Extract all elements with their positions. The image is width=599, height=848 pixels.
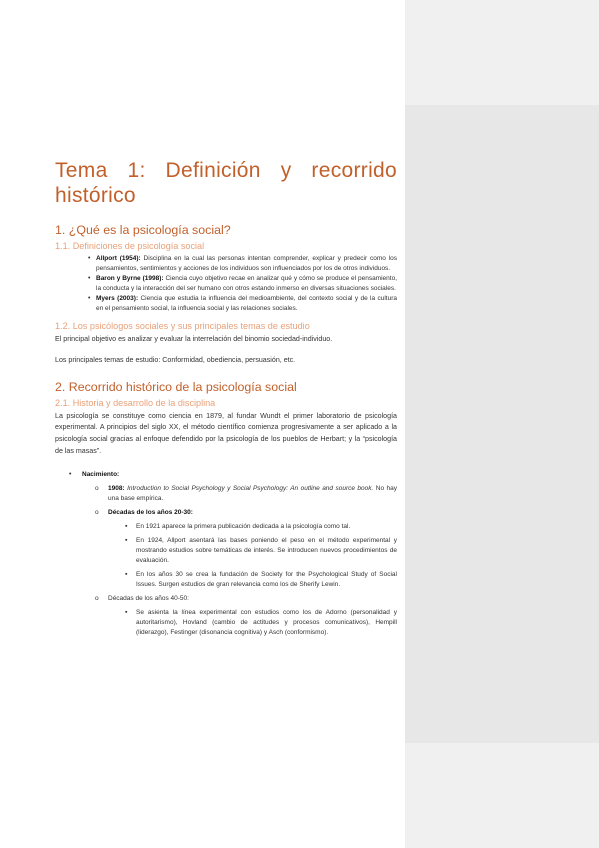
list-item — [55, 294, 397, 314]
bullet-marker: ▪ — [125, 570, 128, 578]
paragraph: Los principales temas de estudio: Conformidad, obediencia, persuasión, etc. — [55, 355, 296, 364]
paragraph: La psicología se constituye como ciencia en 1879, al fundar Wundt el primer laboratorio de psicología experimental. A principios del siglo XX, el método científico comienza progresivamente a ser aplicado a la psicología social gracias al enfoque defendido por la psicología de los pueblos de Herbart; y la “psicología de las masas”. — [55, 411, 397, 455]
list-item — [55, 470, 397, 480]
list-item — [55, 536, 397, 566]
author-label: Allport (1954): — [96, 255, 141, 262]
list-item — [55, 274, 397, 294]
definition-text: Ciencia cuyo objetivo recae en analizar qué y cómo se produce el pensamiento, la conducta y la interacción del ser humano con otros estando inmerso en diversas situaciones sociales. — [96, 275, 398, 292]
list-text: En 1924, Allport asentará las bases poniendo el peso en el método experimental y mostrando estudios sobre temáticas de interés. Se introducen nuevos procedimientos de evaluación. — [136, 536, 397, 564]
list-item — [55, 254, 397, 274]
comment-panel — [405, 105, 599, 743]
list-item — [55, 484, 397, 504]
bullet-marker: • — [88, 295, 91, 302]
list-label: Décadas de los años 20-30: — [108, 508, 193, 516]
bullet-marker: ▪ — [125, 536, 128, 544]
subsection-1-2-heading: 1.2. Los psicólogos sociales y sus principales temas de estudio — [55, 321, 310, 331]
list-label: Décadas de los años 40-50: — [108, 594, 189, 602]
list-item — [55, 570, 397, 590]
list-item — [55, 508, 397, 518]
document-title-line2: histórico — [55, 184, 136, 207]
list-item — [55, 608, 397, 638]
document-title: Tema 1: Definición y recorrido — [55, 159, 397, 182]
history-list — [55, 470, 397, 638]
list-text: En 1921 aparece la primera publicación dedicada a la psicología como tal. — [136, 522, 351, 530]
section-2-heading: 2. Recorrido histórico de la psicología social — [55, 379, 297, 394]
bullet-marker: ▪ — [125, 608, 128, 616]
list-text: No hay una base empírica. — [108, 484, 397, 502]
bullet-marker: ▪ — [125, 522, 128, 530]
list-text: En los años 30 se crea la fundación de Society for the Psychological Study of Social Issues. Surgen estudios de gran relevancia como los de Sherify Lewin. — [136, 570, 397, 588]
author-label: Myers (2003): — [96, 295, 139, 302]
document-page — [55, 158, 397, 642]
book-titles: Introduction to Social Psychology y Social Psychology: An outline and source book. — [124, 484, 374, 492]
list-item — [55, 522, 397, 532]
list-text: Se asienta la línea experimental con estudios como los de Adorno (personalidad y autoritarismo), Hovland (cambio de actitudes y procesos comunicativos), Hempill (liderazgo), Festinger (disonancia cognitiva) y Asch (conformismo). — [136, 608, 397, 636]
list-label: 1908: — [108, 484, 125, 492]
definition-text: Ciencia que estudia la influencia del medioambiente, del contexto social y de la cultura en el pensamiento social, la influencia social y las relaciones sociales. — [96, 295, 397, 312]
subsection-2-1-heading: 2.1. Historia y desarrollo de la disciplina — [55, 397, 216, 408]
bullet-marker: o — [95, 508, 99, 516]
author-label: Baron y Byrne (1998): — [96, 275, 164, 282]
bullet-marker: • — [88, 275, 91, 282]
subsection-1-1-heading: 1.1. Definiciones de psicología social — [55, 241, 205, 251]
definition-text: Disciplina en la cual las personas intentan comprender, explicar y predecir como los pensamientos, sentimientos y acciones de los individuos son influenciados por los de otros individuos. — [96, 255, 397, 272]
section-1-heading: 1. ¿Qué es la psicología social? — [55, 223, 231, 237]
bullet-marker: o — [95, 484, 99, 492]
definitions-list — [55, 254, 397, 314]
list-item — [55, 594, 397, 604]
paragraph: El principal objetivo es analizar y evaluar la interrelación del binomio sociedad-individuo. — [55, 335, 333, 343]
bullet-marker: • — [69, 470, 72, 478]
bullet-marker: o — [95, 594, 99, 602]
bullet-marker: • — [88, 255, 91, 262]
list-label: Nacimiento: — [82, 470, 120, 478]
